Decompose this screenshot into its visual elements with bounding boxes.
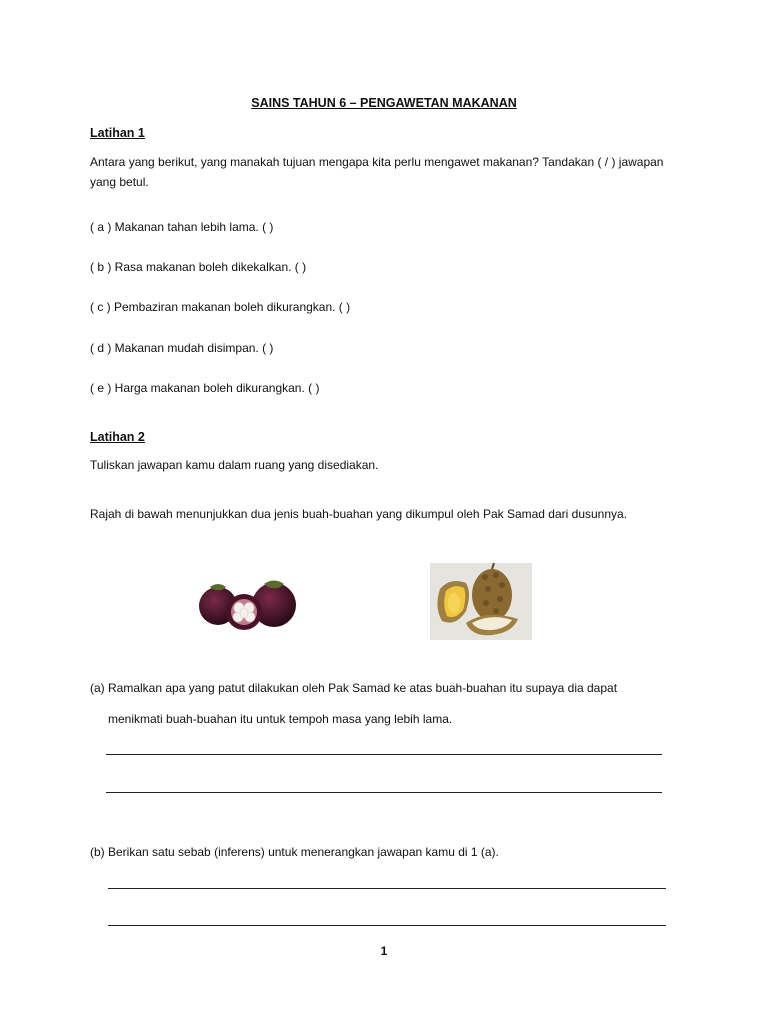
- question-a-line1: (a) Ramalkan apa yang patut dilakukan oleh Pak Samad ke atas buah-buahan itu supaya dia dapat: [90, 681, 618, 695]
- question-a-line2: menikmati buah-buahan itu untuk tempoh masa yang lebih lama.: [108, 712, 453, 726]
- latihan2-context: Rajah di bawah menunjukkan dua jenis buah-buahan yang dikumpul oleh Pak Samad dari dusunnya.: [90, 507, 628, 521]
- latihan1-heading: Latihan 1: [90, 126, 145, 140]
- option-b: ( b ) Rasa makanan boleh dikekalkan. ( ): [90, 260, 307, 274]
- option-a: ( a ) Makanan tahan lebih lama. ( ): [90, 220, 274, 234]
- latihan2-instruction: Tuliskan jawapan kamu dalam ruang yang disediakan.: [90, 458, 379, 472]
- question-b: (b) Berikan satu sebab (inferens) untuk menerangkan jawapan kamu di 1 (a).: [90, 845, 499, 859]
- answer-line-b2[interactable]: [108, 925, 666, 926]
- latihan2-heading: Latihan 2: [90, 430, 145, 444]
- option-c: ( c ) Pembaziran makanan boleh dikurangkan. ( ): [90, 300, 351, 314]
- mangosteen-image: [196, 578, 302, 632]
- answer-line-b1[interactable]: [108, 888, 666, 889]
- latihan1-question: Antara yang berikut, yang manakah tujuan mengapa kita perlu mengawet makanan? Tandakan ( / ) jawapan yang betul.: [90, 155, 664, 189]
- page-title: SAINS TAHUN 6 – PENGAWETAN MAKANAN: [251, 96, 517, 110]
- option-e: ( e ) Harga makanan boleh dikurangkan. ( ): [90, 381, 320, 395]
- durian-image: [430, 563, 532, 640]
- option-d: ( d ) Makanan mudah disimpan. ( ): [90, 341, 274, 355]
- answer-line-a2[interactable]: [106, 792, 662, 793]
- page-number: 1: [380, 944, 388, 958]
- answer-line-a1[interactable]: [106, 754, 662, 755]
